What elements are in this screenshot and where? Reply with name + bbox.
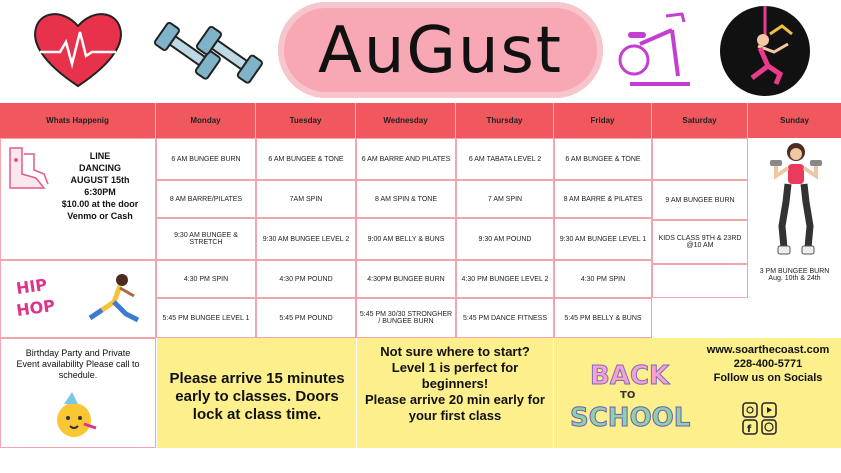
start-note <box>362 344 548 424</box>
header-whats-happening: Whats Happenig <box>0 103 156 138</box>
party-emoji-icon <box>50 392 98 440</box>
svg-text:TO: TO <box>620 390 636 401</box>
class-thursday-4: 4:30 PM BUNGEE LEVEL 2 <box>456 260 554 298</box>
instagram-icon[interactable] <box>743 403 757 417</box>
start-note-level1: Level 1 is perfect for beginners! <box>391 360 519 391</box>
header-saturday: Saturday <box>652 103 748 138</box>
class-saturday-1 <box>652 138 748 180</box>
class-tuesday-1: 6 AM BUNGEE & TONE <box>256 138 356 180</box>
header-friday: Friday <box>554 103 652 138</box>
class-saturday-4 <box>652 264 748 298</box>
sunday-class-dates: Aug. 10th & 24th <box>768 275 821 282</box>
class-monday-3: 9:30 AM BUNGEE & STRETCH <box>156 218 256 260</box>
start-note-question: Not sure where to start? <box>380 344 530 359</box>
class-thursday-1: 6 AM TABATA LEVEL 2 <box>456 138 554 180</box>
heart-rate-icon <box>30 6 126 92</box>
page-title: AuGust <box>318 14 563 88</box>
header-wednesday: Wednesday <box>356 103 456 138</box>
svg-text:HIP: HIP <box>14 274 49 299</box>
class-friday-1: 6 AM BUNGEE & TONE <box>554 138 652 180</box>
sunday-class-time: 3 PM BUNGEE BURN <box>759 268 830 275</box>
class-wednesday-5: 5:45 PM 30/30 STRONGHER / BUNGEE BURN <box>356 298 456 338</box>
header-tuesday: Tuesday <box>256 103 356 138</box>
socials-label: Follow us on Socials <box>713 372 823 384</box>
class-friday-2: 8 AM BARRE & PILATES <box>554 180 652 218</box>
class-thursday-5: 5:45 PM DANCE FITNESS <box>456 298 554 338</box>
back-to-school-logo <box>566 354 696 434</box>
cowboy-boots-icon <box>4 144 50 196</box>
svg-text:HOP: HOP <box>15 295 57 321</box>
class-monday-5: 5:45 PM BUNGEE LEVEL 1 <box>156 298 256 338</box>
phone-number: 228-400-5771 <box>733 358 803 370</box>
line-dancing-date: AUGUST 15th <box>70 175 130 185</box>
class-thursday-2: 7 AM SPIN <box>456 180 554 218</box>
class-friday-4: 4:30 PM SPIN <box>554 260 652 298</box>
class-thursday-3: 9:30 AM POUND <box>456 218 554 260</box>
class-saturday-2: 9 AM BUNGEE BURN <box>652 180 748 220</box>
svg-text:BACK: BACK <box>590 361 670 391</box>
header-thursday: Thursday <box>456 103 554 138</box>
fitness-woman-illustration <box>768 140 824 260</box>
class-tuesday-2: 7AM SPIN <box>256 180 356 218</box>
class-monday-2: 8 AM BARRE/PILATES <box>156 180 256 218</box>
line-dancing-event <box>50 150 150 222</box>
line-dancing-line1: LINE <box>89 151 111 161</box>
class-wednesday-4: 4:30PM BUNGEE BURN <box>356 260 456 298</box>
line-dancing-line2: DANCING <box>79 163 121 173</box>
banner <box>0 0 841 102</box>
dumbbells-icon <box>148 10 270 94</box>
class-friday-3: 9:30 AM BUNGEE LEVEL 1 <box>554 218 652 260</box>
messenger-icon[interactable] <box>762 420 776 434</box>
header-sunday: Sunday <box>780 116 809 125</box>
website-link[interactable]: www.soarthecoast.com <box>706 344 830 356</box>
class-tuesday-4: 4:30 PM POUND <box>256 260 356 298</box>
class-monday-4: 4:30 PM SPIN <box>156 260 256 298</box>
class-wednesday-2: 8 AM SPIN & TONE <box>356 180 456 218</box>
svg-text:SCHOOL: SCHOOL <box>570 403 691 433</box>
class-sunday-1 <box>748 260 841 290</box>
class-tuesday-5: 5:45 PM POUND <box>256 298 356 338</box>
social-icons <box>742 402 778 436</box>
class-monday-1: 6 AM BUNGEE BURN <box>156 138 256 180</box>
class-wednesday-3: 9:00 AM BELLY & BUNS <box>356 218 456 260</box>
birthday-text: Birthday Party and Private Event availability Please call to schedule. <box>16 348 140 380</box>
svg-text:f: f <box>747 424 752 435</box>
class-tuesday-3: 9:30 AM BUNGEE LEVEL 2 <box>256 218 356 260</box>
line-dancing-time: 6:30PM <box>84 187 116 197</box>
class-saturday-3: KIDS CLASS 9TH & 23RD @10 AM <box>652 220 748 264</box>
header-row <box>0 103 841 138</box>
class-wednesday-1: 6 AM BARRE AND PILATES <box>356 138 456 180</box>
arrive-note: Please arrive 15 minutes early to classes. Doors lock at class time. <box>169 370 345 423</box>
header-monday: Monday <box>156 103 256 138</box>
breakdancer-illustration <box>80 270 146 328</box>
exercise-bike-icon <box>610 8 702 94</box>
hip-hop-logo <box>12 266 68 328</box>
aerial-dancer-icon <box>718 4 812 98</box>
line-dancing-payment: Venmo or Cash <box>67 211 133 221</box>
start-note-arrive: Please arrive 20 min early for your first class <box>365 392 545 423</box>
line-dancing-price: $10.00 at the door <box>61 199 139 209</box>
class-friday-5: 5:45 PM BELLY & BUNS <box>554 298 652 338</box>
